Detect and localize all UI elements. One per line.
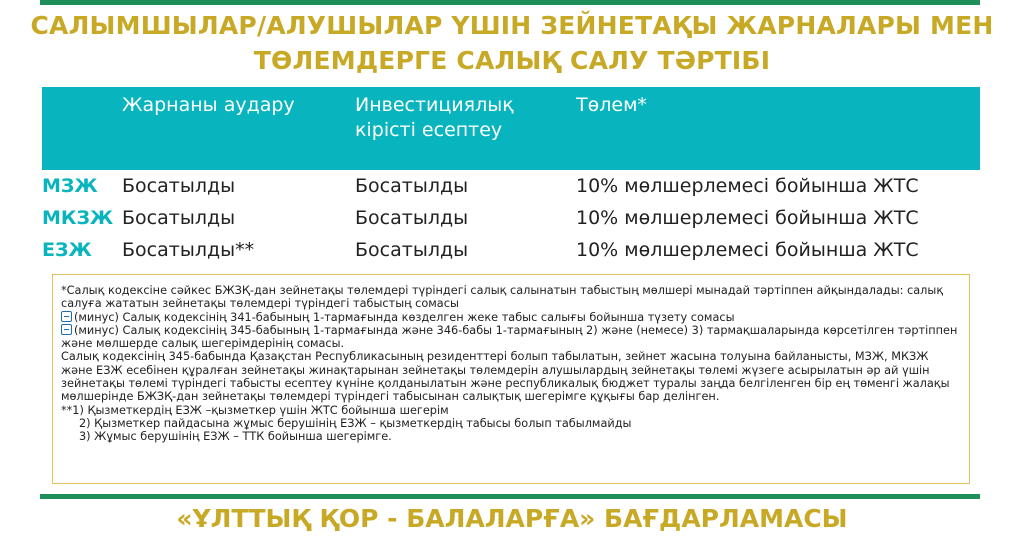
footnote-list-item: **1) Қызметкердің ЕЗЖ –қызметкер үшін ЖТС бойынша шегерім xyxy=(61,403,449,417)
footnotes-box xyxy=(52,274,970,484)
header-investment-income: Инвестициялық кірісті есептеу xyxy=(355,94,514,141)
minus-icon xyxy=(61,324,72,335)
footnote-minus-text: (минус) Салық кодексінің 341-бабының 1-тармағында көзделген жеке табыс салығы бойынша түзету сомасы xyxy=(74,310,735,324)
cell-payment: 10% мөлшерлемесі бойынша ЖТС xyxy=(576,207,919,229)
title-line-2: ТӨЛЕМДЕРГЕ САЛЫҚ САЛУ ТӘРТІБІ xyxy=(253,46,771,75)
bottom-accent-bar xyxy=(40,494,980,499)
cell-transfer: Босатылды xyxy=(122,175,236,197)
footnote-minus-line xyxy=(61,311,959,324)
row-code: МКЗЖ xyxy=(42,207,114,229)
cell-income: Босатылды xyxy=(355,175,469,197)
footnote-list-item: 2) Қызметкер пайдасына жұмыс берушінің ЕЗЖ – қызметкердің табысы болып табылмайды xyxy=(79,416,632,430)
top-accent-bar xyxy=(40,0,980,5)
table-row xyxy=(42,202,980,234)
cell-income: Босатылды xyxy=(355,207,469,229)
program-title: «ҰЛТТЫҚ ҚОР - БАЛАЛАРҒА» БАҒДАРЛАМАСЫ xyxy=(176,504,848,533)
page-title xyxy=(0,8,1024,78)
footnote-minus-text: (минус) Салық кодексінің 345-бабының 1-тармағында және 346-бабы 1-тармағының 2) және (немесе) 3) тармақшаларында көрсетілген тәртіппен және мөлшерде салық шегерімдерінің сомасы. xyxy=(61,323,958,351)
footnote-list-item: 3) Жұмыс берушінің ЕЗЖ – ТТК бойынша шегерімге. xyxy=(79,430,392,444)
header-payment: Төлем* xyxy=(576,94,647,116)
title-line-1: САЛЫМШЫЛАР/АЛУШЫЛАР ҮШІН ЗЕЙНЕТАҚЫ ЖАРНАЛАРЫ МЕН xyxy=(30,11,994,40)
table-row xyxy=(42,170,980,202)
footnote-paragraph: *Салық кодексіне сәйкес БЖЗҚ-дан зейнетақы төлемдері түріндегі салық салынатын табыстың мөлшері мынадай тәртіппен айқындалады: салық салуға жататын зейнетақы төлемдері түріндегі табыстың сомасы xyxy=(61,284,944,311)
cell-transfer: Босатылды** xyxy=(122,239,255,261)
header-transfer: Жарнаны аудару xyxy=(122,94,295,116)
table-header xyxy=(42,87,980,170)
cell-payment: 10% мөлшерлемесі бойынша ЖТС xyxy=(576,175,919,197)
cell-payment: 10% мөлшерлемесі бойынша ЖТС xyxy=(576,239,919,261)
table-row xyxy=(42,234,980,266)
cell-income: Босатылды xyxy=(355,239,469,261)
row-code: МЗЖ xyxy=(42,175,98,197)
cell-transfer: Босатылды xyxy=(122,207,236,229)
footnote-paragraph: Салық кодексінің 345-бабында Қазақстан Республикасының резиденттері болып табылатын, зейнет жасына толуына байланысты, МЗЖ, МКЗЖ және ЕЗЖ есебінен құралған зейнетақы жинақтарынан зейнетақы төлемдерін алушылардың зейнетақы төлемі жүзеге асырылатын әр ай үшін зейнетақы төлемі түріндегі табысты есептеу күніне қолданылатын және республикалық бюджет туралы заңда белгіленген бір ең төменгі жалақы мөлшерінде БЖЗҚ-дан зейнетақы төлемдері түріндегі табысынан салықтық шегерімге құқығы бар делінген. xyxy=(61,350,950,404)
row-code: ЕЗЖ xyxy=(42,239,92,261)
minus-icon xyxy=(61,311,72,322)
footnote-minus-line xyxy=(61,324,959,351)
